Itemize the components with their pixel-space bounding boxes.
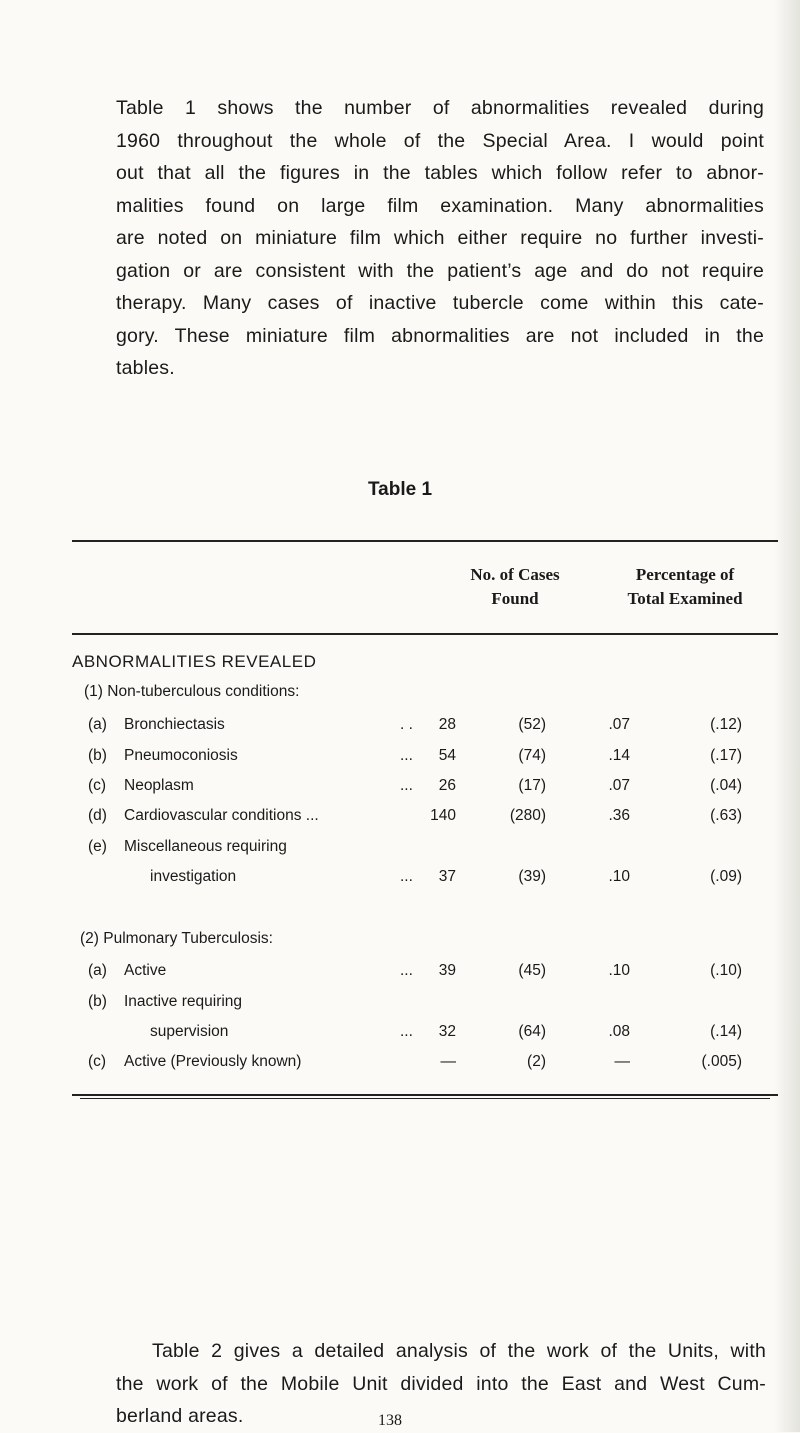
outro-line: Table 2 gives a detailed analysis of the work of the Units, with: [152, 1340, 766, 1362]
intro-line: are noted on miniature film which either require no further investi-: [116, 227, 764, 249]
section-heading: ABNORMALITIES REVEALED: [72, 652, 317, 671]
row-letter: (c): [88, 1053, 107, 1070]
row-leader-dots: . .: [400, 716, 413, 733]
group-heading-pulmonary-tb: (2) Pulmonary Tuberculosis:: [80, 930, 273, 947]
row-leader-dots: ...: [400, 1023, 413, 1040]
row-cases-previous: (2): [527, 1053, 546, 1070]
row-cases-previous: (280): [509, 807, 546, 824]
row-cases-previous: (45): [518, 962, 546, 979]
intro-line: 1960 throughout the whole of the Special Area. I would point: [116, 129, 764, 152]
page-edge-shadow: [774, 0, 800, 1432]
row-label: Active (Previously known): [124, 1053, 302, 1070]
row-percentage-previous: (.17): [710, 747, 742, 764]
row-label: Inactive requiring: [124, 993, 243, 1010]
row-percentage: —: [614, 1053, 630, 1070]
row-cases: 39: [438, 962, 456, 979]
row-cases: 26: [438, 777, 456, 794]
table-bottom-rule-thin: [80, 1098, 770, 1099]
column-heading-percentage-line1: Percentage of: [635, 565, 735, 584]
column-heading-cases: [420, 563, 610, 611]
row-letter: (e): [88, 838, 107, 855]
row-percentage: .10: [608, 868, 630, 885]
row-cases: —: [440, 1053, 456, 1070]
row-label: Active: [124, 962, 167, 979]
table-title: Table 1: [367, 479, 433, 500]
intro-line: gation or are consistent with the patient’s age and do not require: [116, 259, 764, 282]
row-cases-previous: (64): [518, 1023, 546, 1040]
row-letter: (b): [88, 993, 107, 1010]
column-heading-cases-line2: Found: [491, 589, 539, 608]
row-percentage-previous: (.10): [710, 962, 742, 979]
intro-line: gory. These miniature film abnormalities are not included in the: [116, 324, 764, 347]
row-percentage-previous: (.12): [710, 716, 742, 733]
row-label: Cardiovascular conditions ...: [124, 807, 319, 824]
outro-line: berland areas.: [116, 1405, 244, 1427]
row-cases-previous: (74): [518, 747, 546, 764]
row-label: Neoplasm: [124, 777, 194, 794]
row-percentage: .10: [608, 962, 630, 979]
page-number: 138: [378, 1412, 402, 1429]
row-percentage-previous: (.14): [710, 1023, 742, 1040]
row-percentage-previous: (.005): [701, 1053, 742, 1070]
row-cases: 28: [438, 716, 456, 733]
row-cases-previous: (39): [518, 868, 546, 885]
row-label: Pneumoconiosis: [124, 747, 238, 764]
intro-line: out that all the figures in the tables which follow refer to abnor-: [116, 162, 764, 184]
intro-line: tables.: [116, 357, 175, 379]
row-label: Bronchiectasis: [124, 716, 225, 733]
group-heading-non-tuberculous: (1) Non-tuberculous conditions:: [84, 683, 300, 700]
table-top-rule: [72, 540, 778, 542]
row-label: Miscellaneous requiring: [124, 838, 287, 855]
intro-line: malities found on large film examination. Many abnormalities: [116, 194, 764, 217]
outro-line: the work of the Mobile Unit divided into the East and West Cum-: [116, 1372, 766, 1395]
row-letter: (a): [88, 716, 107, 733]
column-heading-percentage: [600, 563, 770, 611]
row-cases: 140: [430, 807, 456, 824]
row-leader-dots: ...: [400, 962, 413, 979]
row-letter: (d): [88, 807, 107, 824]
row-cases: 54: [438, 747, 456, 764]
intro-line: therapy. Many cases of inactive tubercle come within this cate-: [116, 292, 764, 314]
table-bottom-rule: [72, 1094, 778, 1096]
row-leader-dots: ...: [400, 777, 413, 794]
column-heading-percentage-line2: Total Examined: [627, 589, 743, 608]
row-percentage: .07: [608, 777, 630, 794]
row-percentage-previous: (.09): [710, 868, 742, 885]
row-percentage: .08: [608, 1023, 630, 1040]
row-cases: 32: [438, 1023, 456, 1040]
row-cases-previous: (52): [518, 716, 546, 733]
row-letter: (c): [88, 777, 107, 794]
table-header-rule: [72, 633, 778, 635]
row-label-continued: supervision: [150, 1023, 229, 1040]
column-heading-cases-line1: No. of Cases: [470, 565, 560, 584]
row-leader-dots: ...: [400, 747, 413, 764]
row-percentage: .36: [608, 807, 630, 824]
row-percentage: .07: [608, 716, 630, 733]
row-cases-previous: (17): [518, 777, 546, 794]
row-letter: (b): [88, 747, 107, 764]
row-percentage-previous: (.63): [710, 807, 742, 824]
row-percentage-previous: (.04): [710, 777, 742, 794]
intro-paragraph: [116, 92, 764, 385]
intro-line: Table 1 shows the number of abnormalities revealed during: [116, 97, 764, 119]
row-leader-dots: ...: [400, 868, 413, 885]
row-letter: (a): [88, 962, 107, 979]
row-cases: 37: [438, 868, 456, 885]
row-label-continued: investigation: [150, 868, 237, 885]
row-percentage: .14: [608, 747, 630, 764]
